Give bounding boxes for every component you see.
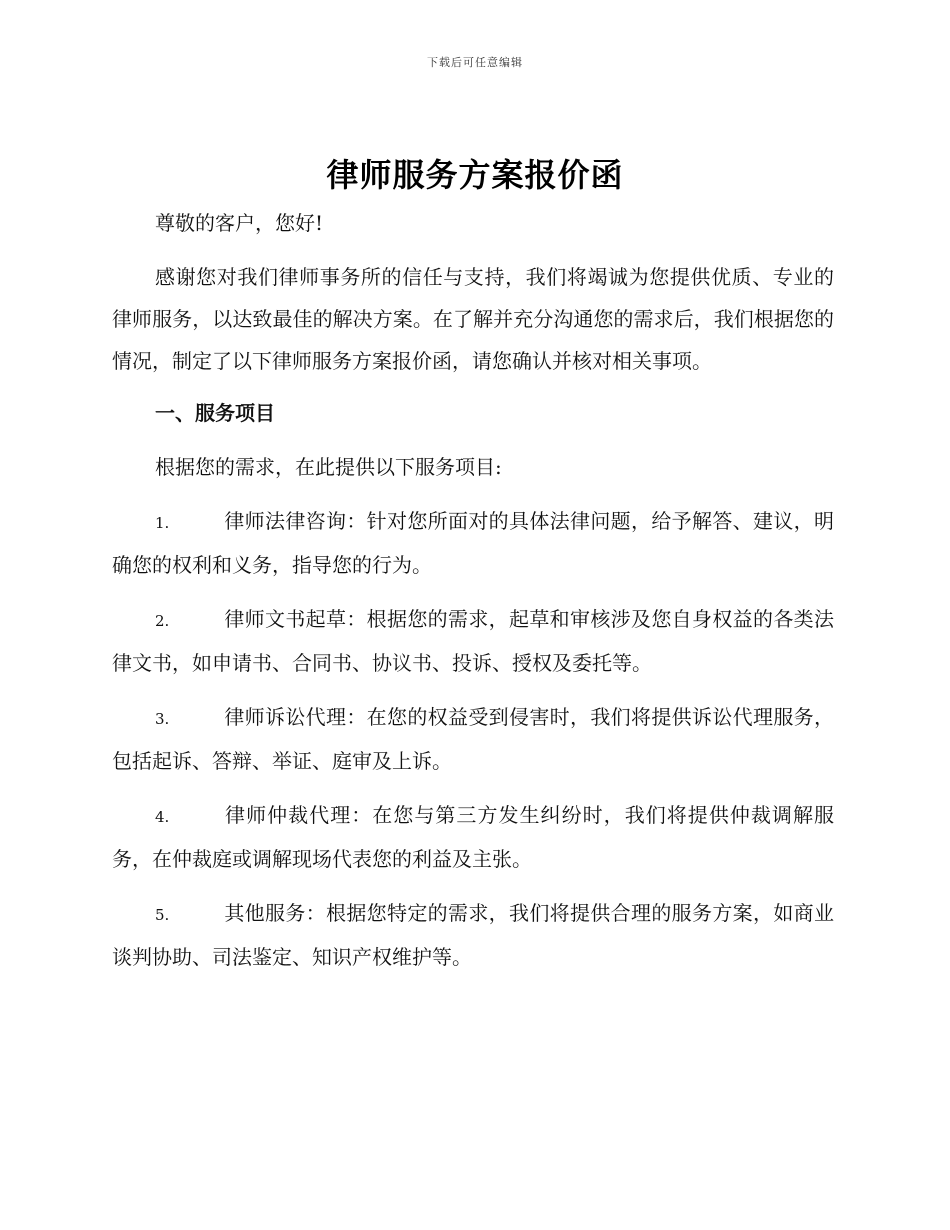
service-item-text: 律师诉讼代理：在您的权益受到侵害时，我们将提供诉讼代理服务，包括起诉、答辩、举证、庭审及上诉。 [112,705,834,773]
service-item-number: 2. [155,612,170,630]
document-title: 律师服务方案报价函 [326,156,624,194]
document-body [112,202,834,978]
service-item-number: 5. [155,906,170,924]
section-heading-services: 一、服务项目 [155,401,275,425]
greeting: 尊敬的客户，您好! [155,211,324,235]
service-item [112,794,834,880]
service-item-text: 律师法律咨询：针对您所面对的具体法律问题，给予解答、建议，明确您的权利和义务，指导您的行为。 [112,509,834,577]
service-item-text: 律师仲裁代理：在您与第三方发生纠纷时，我们将提供仲裁调解服务，在仲裁庭或调解现场代表您的利益及主张。 [112,803,834,871]
section-intro: 根据您的需求，在此提供以下服务项目: [155,455,502,479]
service-item-text: 律师文书起草：根据您的需求，起草和审核涉及您自身权益的各类法律文书，如申请书、合同书、协议书、投诉、授权及委托等。 [112,607,834,675]
header-note: 下载后可任意编辑 [427,56,523,69]
intro-paragraph: 感谢您对我们律师事务所的信任与支持，我们将竭诚为您提供优质、专业的律师服务，以达致最佳的解决方案。在了解并充分沟通您的需求后，我们根据您的情况，制定了以下律师服务方案报价函，请您确认并核对相关事项。 [112,265,834,373]
service-item [112,892,834,978]
service-item-number: 3. [155,710,170,728]
service-item-text: 其他服务：根据您特定的需求，我们将提供合理的服务方案，如商业谈判协助、司法鉴定、知识产权维护等。 [112,901,834,969]
service-item-number: 4. [155,808,170,826]
service-item [112,500,834,586]
service-item [112,696,834,782]
service-item [112,598,834,684]
service-item-number: 1. [155,514,170,532]
